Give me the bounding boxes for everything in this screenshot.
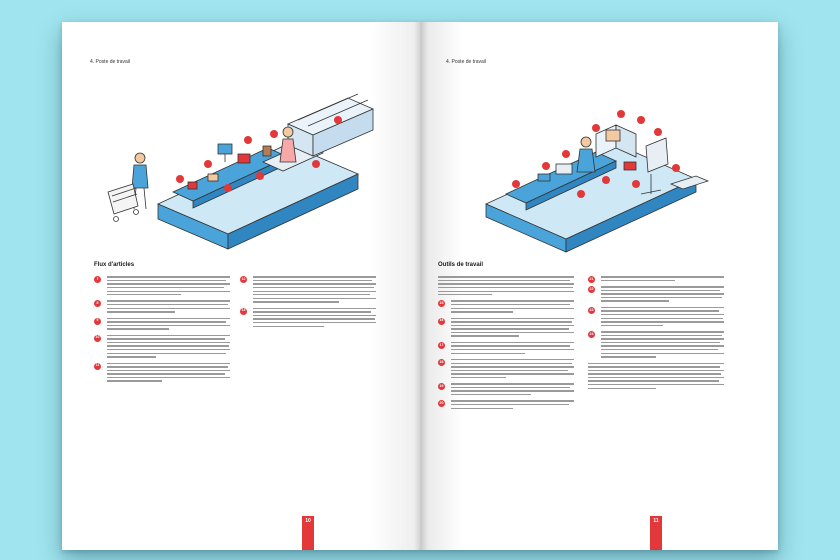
callout-marker: 16	[438, 318, 445, 325]
paragraph	[438, 359, 574, 378]
paragraph	[438, 318, 574, 337]
paragraph	[94, 300, 230, 312]
callout-marker: 24	[588, 331, 595, 338]
section-title: Flux d'articles	[94, 262, 135, 268]
text-column-1	[94, 274, 230, 387]
callout-marker: 21	[588, 276, 595, 283]
callout-marker: 10	[94, 335, 101, 342]
intro-paragraph	[438, 276, 574, 295]
paragraph	[438, 400, 574, 409]
text-column-1	[438, 274, 574, 414]
paragraph	[438, 383, 574, 395]
paragraph	[588, 331, 724, 357]
running-head: 4. Poste de travail	[90, 59, 131, 65]
paragraph	[94, 363, 230, 382]
paragraph	[94, 318, 230, 330]
text-column-2	[240, 274, 376, 332]
callout-marker: 8	[94, 300, 101, 307]
callout-marker: 20	[438, 400, 445, 407]
paragraph	[588, 286, 724, 302]
callout-marker: 15	[438, 300, 445, 307]
paragraph	[588, 276, 724, 281]
paragraph	[438, 300, 574, 312]
callout-marker: 19	[438, 383, 445, 390]
paragraph	[240, 276, 376, 302]
paragraph	[240, 308, 376, 327]
callout-marker: 7	[94, 276, 101, 283]
callout-marker: 23	[588, 307, 595, 314]
right-page	[420, 22, 778, 550]
checkout-illustration-right	[446, 84, 746, 254]
callout-marker: 9	[94, 318, 101, 325]
callout-marker: 13	[240, 308, 247, 315]
page-number: 11	[653, 518, 659, 524]
checkout-illustration-left	[88, 84, 388, 254]
paragraph	[438, 342, 574, 354]
callout-marker: 18	[438, 359, 445, 366]
running-head: 4. Poste de travail	[446, 59, 487, 65]
callout-marker: 17	[438, 342, 445, 349]
closing-paragraph	[588, 363, 724, 389]
book-gutter	[414, 22, 428, 550]
paragraph	[588, 307, 724, 326]
callout-marker: 11	[94, 363, 101, 370]
callout-marker: 22	[588, 286, 595, 293]
callout-marker: 12	[240, 276, 247, 283]
section-title: Outils de travail	[438, 262, 484, 268]
paragraph	[94, 276, 230, 295]
text-column-2	[588, 274, 724, 394]
paragraph	[94, 335, 230, 358]
page-number: 10	[305, 518, 311, 524]
brochure-spread	[62, 22, 778, 550]
left-page	[62, 22, 420, 550]
